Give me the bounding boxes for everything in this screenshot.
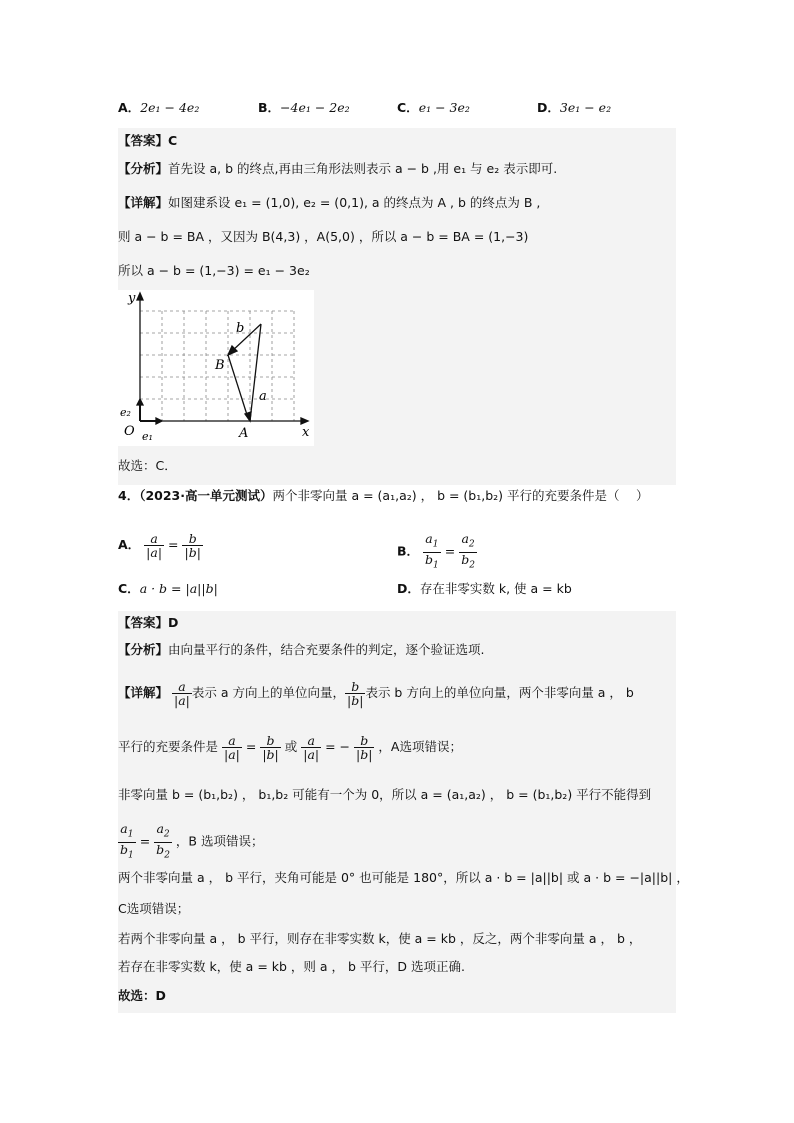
- fig-vector-e1-label: e₁: [142, 430, 153, 443]
- q4-detail-line-5: 两个非零向量 a ， b 平行，夹角可能是 0° 也可能是 180°，所以 a · b = |a||b| 或 a · b = −|a||b| ，: [118, 870, 689, 885]
- fig-x-label: x: [302, 425, 310, 440]
- q4-option-d: D．存在非零实数 k, 使 a = kb: [397, 581, 572, 596]
- q3-vector-figure: [118, 290, 314, 446]
- q4-solution-panel: [118, 611, 676, 1013]
- fig-point-a-label: A: [239, 426, 249, 441]
- q4-detail-line-8: 若存在非零实数 k，使 a = kb ，则 a ， b 平行，D 选项正确.: [118, 959, 465, 974]
- q3-option-c: C．e₁ − 3e₂: [397, 100, 470, 115]
- q4-detail-line-7: 若两个非零向量 a ， b 平行，则存在非零实数 k，使 a = kb ，反之，两个非零向量 a ， b ，: [118, 931, 642, 946]
- q4-option-a: A． $\frac{a}{|a|}$ = $\frac{b}{|b|}$: [118, 531, 201, 560]
- q4-conclusion: 故选：D: [118, 988, 166, 1003]
- q4-detail-line-2: 平行的充要条件是 $\frac{a}{|a|}$ = $\frac{b}{|b|}$ 或 $\frac{a}{|a|}$ = − $\frac{b}{|b|}$ ，A选项错误；: [118, 733, 462, 762]
- q3-option-b: B．−4e₁ − 2e₂: [258, 100, 350, 115]
- q4-detail-line-4: $\frac{a_1}{b_1}$ = $\frac{a_2}{b_2}$ ，B 选项错误；: [120, 821, 264, 860]
- q4-analysis: 【分析】由向量平行的条件，结合充要条件的判定，逐个验证选项.: [118, 642, 485, 657]
- fig-y-label: y: [128, 291, 136, 306]
- q3-answer: 【答案】C: [118, 133, 178, 148]
- q4-answer: 【答案】D: [118, 615, 179, 630]
- fig-point-b-label: B: [215, 358, 225, 373]
- q4-option-b: B． $\frac{a_1}{b_1}$ = $\frac{a_2}{b_2}$: [397, 531, 475, 570]
- q4-option-c: C．a · b = |a||b|: [118, 581, 218, 596]
- q4-detail-line-6: C选项错误；: [118, 901, 190, 916]
- q3-detail-line-2: 则 a − b = BA ，又因为 B(4,3) ，A(5,0) ，所以 a − b = BA = (1,−3): [118, 229, 529, 244]
- q4-detail-line-1: 【详解】 $\frac{a}{|a|}$ 表示 a 方向上的单位向量， $\frac{b}{|b|}$ 表示 b 方向上的单位向量，两个非零向量 a ， b: [118, 679, 634, 708]
- fig-vector-a-label: a: [259, 389, 267, 404]
- fig-origin-label: O: [124, 424, 135, 439]
- q3-conclusion: 故选：C．: [118, 458, 177, 473]
- q3-detail-line-3: 所以 a − b = (1,−3) = e₁ − 3e₂: [118, 263, 310, 278]
- q4-detail-line-3: 非零向量 b = (b₁,b₂) ， b₁,b₂ 可能有一个为 0，所以 a = (a₁,a₂) ， b = (b₁,b₂) 平行不能得到: [118, 787, 652, 802]
- q3-option-d: D．3e₁ − e₂: [537, 100, 612, 115]
- fig-vector-e2-label: e₂: [120, 406, 131, 419]
- q3-option-a: A．2e₁ − 4e₂: [118, 100, 200, 115]
- fig-vector-b-label: b: [236, 321, 245, 336]
- q3-analysis: 【分析】首先设 a, b 的终点,再由三角形法则表示 a − b ,用 e₁ 与 e₂ 表示即可.: [118, 161, 558, 176]
- q4-stem: 4．（2023·高一单元测试）两个非零向量 a = (a₁,a₂) ， b = (b₁,b₂) 平行的充要条件是（ ）: [118, 488, 649, 503]
- q3-detail-line-1: 【详解】如图建系设 e₁ = (1,0), e₂ = (0,1), a 的终点为 A , b 的终点为 B ,: [118, 195, 541, 210]
